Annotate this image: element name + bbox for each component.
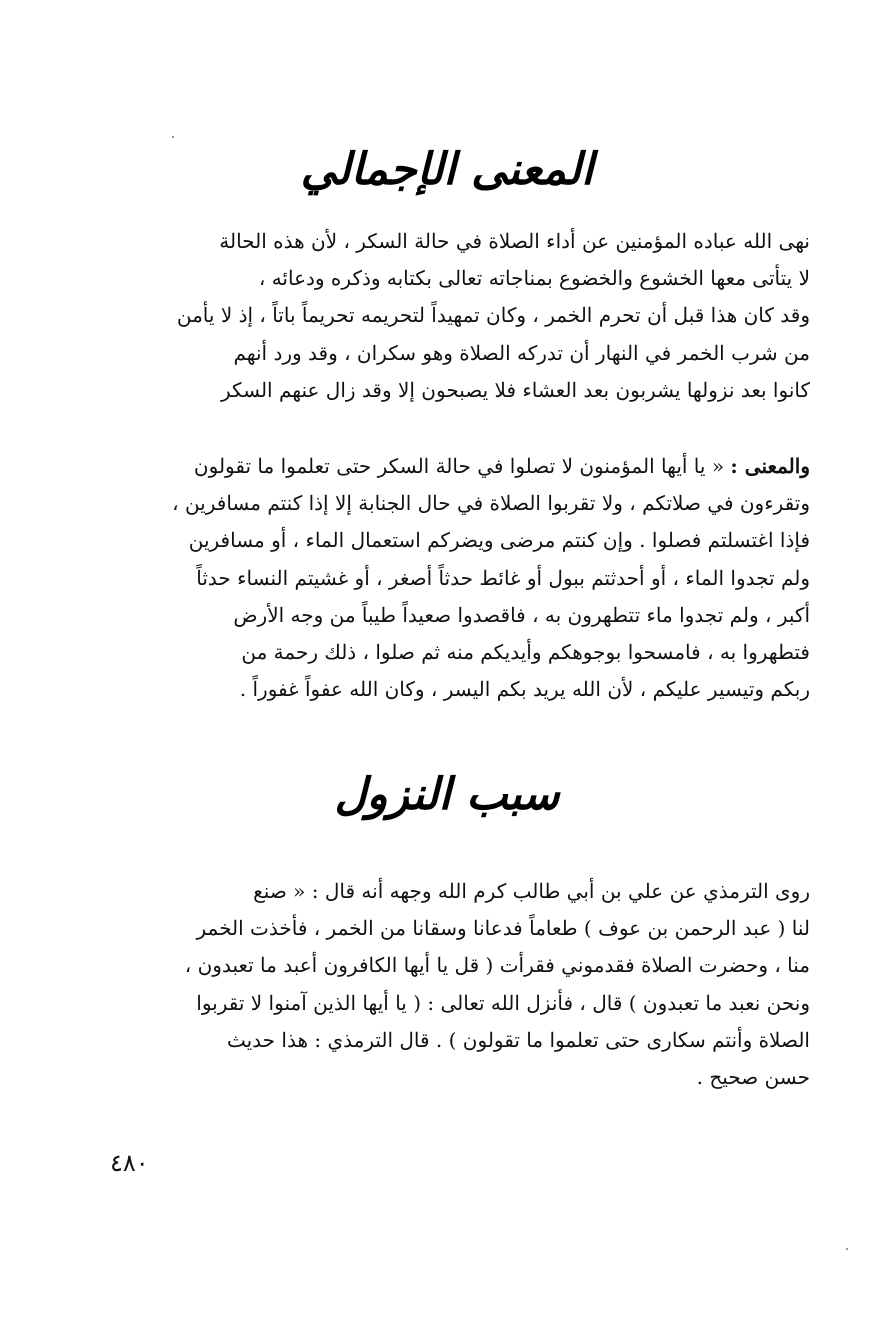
- paragraph-line: نهى الله عباده المؤمنين عن أداء الصلاة في حالة السكر ، لأن هذه الحالة: [219, 229, 810, 253]
- reason-of-revelation-paragraph: [112, 873, 810, 1096]
- paragraph-line: فتطهروا به ، فامسحوا بوجوهكم وأيديكم منه ثم صلوا ، ذلك رحمة من: [241, 639, 810, 664]
- paragraph-line: ونحن نعبد ما تعبدون ) قال ، فأنزل الله تعالى : ( يا أيها الذين آمنوا لا تقربوا: [196, 990, 810, 1015]
- paragraph-line: ربكم وتيسير عليكم ، لأن الله يريد بكم اليسر ، وكان الله عفواً غفوراً .: [239, 677, 810, 702]
- paragraph-line: حسن صحيح .: [696, 1064, 810, 1089]
- paragraph-line: روى الترمذي عن علي بن أبي طالب كرم الله وجهه أنه قال : « صنع: [253, 879, 810, 903]
- paragraph-line: فإذا اغتسلتم فصلوا . وإن كنتم مرضى ويضركم استعمال الماء ، أو مسافرين: [188, 528, 810, 553]
- meaning-paragraph: [112, 448, 810, 708]
- paragraph-line: [112, 448, 810, 485]
- general-meaning-paragraph: [112, 223, 810, 409]
- first-line-text: « يا أيها المؤمنون لا تصلوا في حالة السكر حتى تعلموا ما تقولون: [193, 454, 725, 478]
- section-heading-reason-of-revelation: سبب النزول: [334, 769, 560, 820]
- paragraph-line: وقد كان هذا قبل أن تحرم الخمر ، وكان تمهيداً لتحريمه تحريماً باتاً ، إذ لا يأمن: [176, 303, 810, 328]
- paragraph-line: ولم تجدوا الماء ، أو أحدثتم ببول أو غائط حدثاً أصغر ، أو غشيتم النساء حدثاً: [196, 565, 810, 590]
- lead-word: والمعنى :: [730, 454, 810, 478]
- page-number: ٤٨٠: [110, 1149, 149, 1177]
- scan-speck: [846, 1248, 848, 1250]
- paragraph-line: الصلاة وأنتم سكارى حتى تعلموا ما تقولون ) . قال الترمذي : هذا حديث: [226, 1027, 810, 1052]
- paragraph-line: منا ، وحضرت الصلاة فقدموني فقرأت ( قل يا أيها الكافرون أعبد ما تعبدون ،: [184, 953, 810, 978]
- paragraph-line: وتقرءون في صلاتكم ، ولا تقربوا الصلاة في حال الجنابة إلا إذا كنتم مسافرين ،: [172, 491, 810, 516]
- paragraph-line: كانوا بعد نزولها يشربون بعد العشاء فلا يصبحون إلا وقد زال عنهم السكر: [221, 377, 810, 402]
- paragraph-line: من شرب الخمر في النهار أن تدركه الصلاة وهو سكران ، وقد ورد أنهم: [233, 340, 810, 365]
- scan-speck: [172, 136, 174, 138]
- paragraph-line: لنا ( عبد الرحمن بن عوف ) طعاماً فدعانا وسقانا من الخمر ، فأخذت الخمر: [196, 916, 810, 941]
- paragraph-line: أكبر ، ولم تجدوا ماء تتطهرون به ، فاقصدوا صعيداً طيباً من وجه الأرض: [233, 602, 810, 627]
- paragraph-line: لا يتأتى معها الخشوع والخضوع بمناجاته تعالى بكتابه وذكره ودعائه ،: [258, 266, 810, 291]
- section-heading-general-meaning: المعنى الإجمالي: [300, 144, 594, 195]
